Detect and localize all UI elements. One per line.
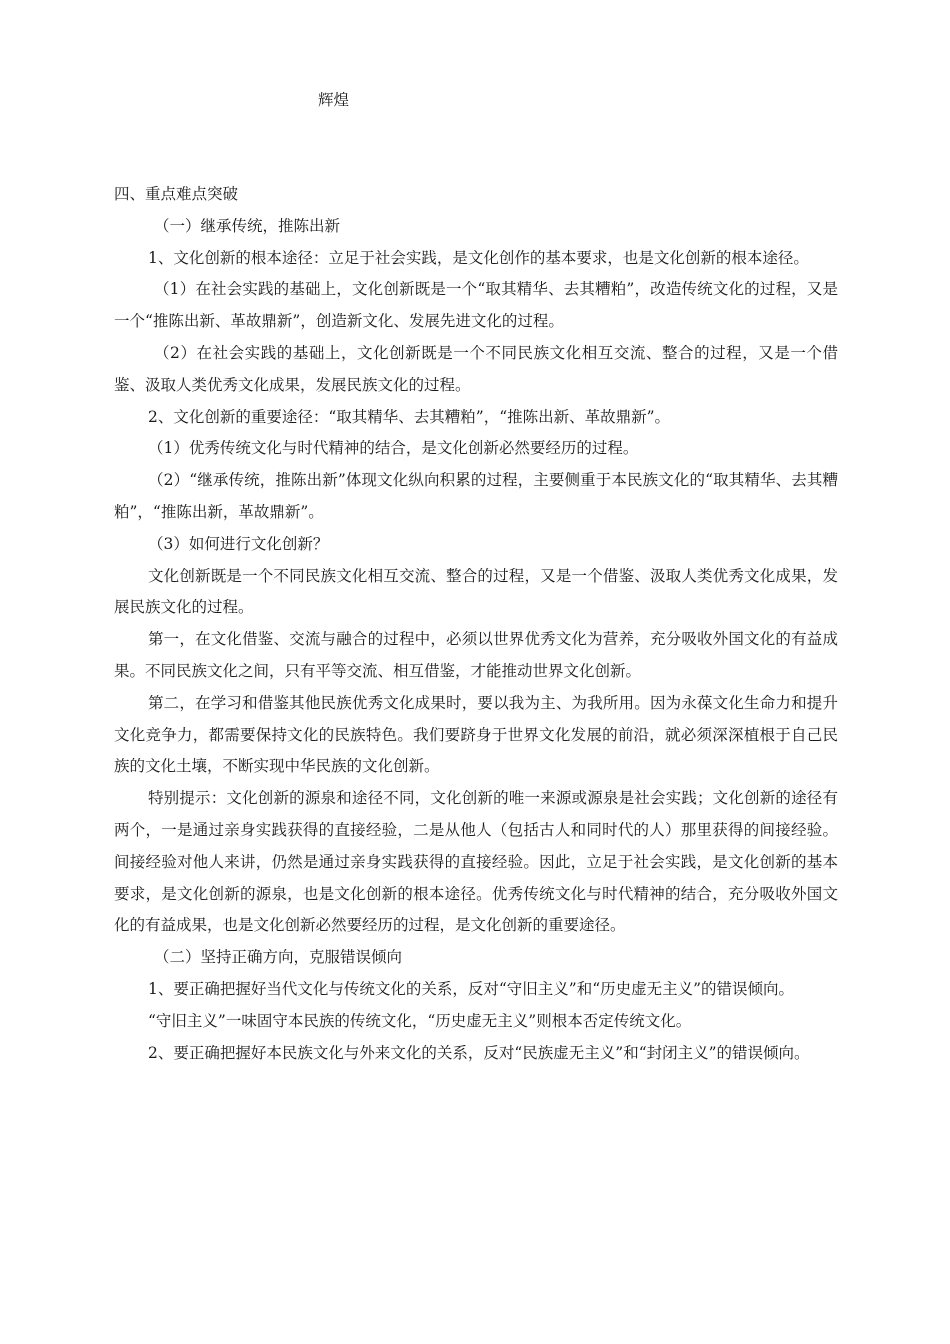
- paragraph: 2、要正确把握好本民族文化与外来文化的关系，反对“民族虚无主义”和“封闭主义”的错误倾向。: [148, 1043, 810, 1062]
- section-title: 四、重点难点突破: [114, 185, 239, 203]
- paragraph: （1）在社会实践的基础上，文化创新既是一个“取其精华、去其糟粕”，改造传统文化的过程，又是一个“推陈出新、革故鼎新”，创造新文化、发展先进文化的过程。: [114, 280, 838, 331]
- paragraph: 文化创新既是一个不同民族文化相互交流、整合的过程，又是一个借鉴、汲取人类优秀文化成果，发展民族文化的过程。: [114, 566, 838, 617]
- paragraph: “守旧主义”一味固守本民族的传统文化，“历史虚无主义”则根本否定传统文化。: [148, 1011, 692, 1030]
- subsection-heading: （一）继承传统，推陈出新: [154, 216, 341, 235]
- document-body: [114, 179, 838, 1069]
- paragraph: （1）优秀传统文化与时代精神的结合，是文化创新必然要经历的过程。: [148, 439, 639, 458]
- subsection-heading: （二）坚持正确方向，克服错误倾向: [154, 948, 403, 967]
- paragraph: （2）在社会实践的基础上，文化创新既是一个不同民族文化相互交流、整合的过程，又是一个借鉴、汲取人类优秀文化成果，发展民族文化的过程。: [114, 343, 838, 394]
- paragraph: 1、要正确把握好当代文化与传统文化的关系，反对“守旧主义”和“历史虚无主义”的错误倾向。: [148, 979, 795, 998]
- paragraph: 第二，在学习和借鉴其他民族优秀文化成果时，要以我为主、为我所用。因为永葆文化生命力和提升文化竞争力，都需要保持文化的民族特色。我们要跻身于世界文化发展的前沿，就必须深深植根于自己民族的文化土壤，不断实现中华民族的文化创新。: [114, 693, 838, 776]
- paragraph: 第一，在文化借鉴、交流与融合的过程中，必须以世界优秀文化为营养，充分吸收外国文化的有益成果。不同民族文化之间，只有平等交流、相互借鉴，才能推动世界文化创新。: [114, 630, 838, 680]
- paragraph: 特别提示：文化创新的源泉和途径不同，文化创新的唯一来源或源泉是社会实践；文化创新的途径有两个，一是通过亲身实践获得的直接经验，二是从他人（包括古人和同时代的人）那里获得的间接经验。间接经验对他人来讲，仍然是通过亲身实践获得的直接经验。因此，立足于社会实践，是文化创新的基本要求，是文化创新的源泉，也是文化创新的根本途径。优秀传统文化与时代精神的结合，充分吸收外国文化的有益成果，也是文化创新必然要经历的过程，是文化创新的重要途径。: [114, 789, 838, 935]
- paragraph: 2、文化创新的重要途径：“取其精华、去其糟粕”，“推陈出新、革故鼎新”。: [148, 407, 671, 426]
- continued-fragment: 辉煌: [318, 91, 350, 109]
- paragraph: （3）如何进行文化创新？: [148, 534, 329, 553]
- paragraph: （2）“继承传统，推陈出新”体现文化纵向积累的过程，主要侧重于本民族文化的“取其精华、去其糟粕”，“推陈出新，革故鼎新”。: [114, 471, 838, 521]
- paragraph: 1、文化创新的根本途径：立足于社会实践，是文化创作的基本要求，也是文化创新的根本途径。: [148, 248, 809, 267]
